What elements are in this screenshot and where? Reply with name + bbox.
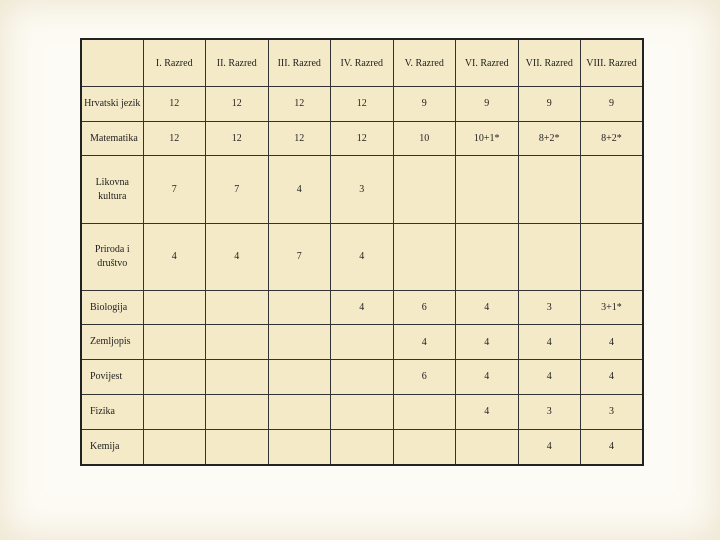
hours-cell: 3 — [581, 394, 644, 429]
hours-cell — [518, 156, 581, 223]
hours-cell: 7 — [268, 223, 331, 290]
hours-cell — [393, 394, 456, 429]
hours-cell: 3+1* — [581, 290, 644, 325]
hours-cell — [143, 325, 206, 360]
hours-cell: 3 — [518, 290, 581, 325]
hours-cell: 4 — [456, 360, 519, 395]
hours-cell: 12 — [143, 121, 206, 156]
hours-cell: 4 — [206, 223, 269, 290]
header-grade-8: VIII. Razred — [581, 39, 644, 87]
hours-cell: 7 — [206, 156, 269, 223]
hours-cell: 12 — [143, 87, 206, 122]
header-grade-1: I. Razred — [143, 39, 206, 87]
hours-cell: 4 — [456, 325, 519, 360]
hours-cell: 10+1* — [456, 121, 519, 156]
table-row — [81, 87, 643, 122]
table-row — [81, 360, 643, 395]
hours-cell: 8+2* — [518, 121, 581, 156]
hours-cell — [143, 429, 206, 465]
header-grade-4: IV. Razred — [331, 39, 394, 87]
hours-cell: 9 — [518, 87, 581, 122]
table-row — [81, 223, 643, 290]
hours-cell: 10 — [393, 121, 456, 156]
subject-cell: Povijest — [81, 360, 143, 395]
hours-cell — [331, 360, 394, 395]
hours-cell — [393, 429, 456, 465]
hours-cell: 9 — [456, 87, 519, 122]
hours-cell: 4 — [331, 290, 394, 325]
hours-cell — [456, 429, 519, 465]
hours-cell — [206, 290, 269, 325]
hours-cell: 4 — [518, 325, 581, 360]
subject-cell: Fizika — [81, 394, 143, 429]
hours-cell: 9 — [581, 87, 644, 122]
hours-cell: 6 — [393, 360, 456, 395]
header-row — [81, 39, 643, 87]
hours-cell — [206, 325, 269, 360]
hours-table — [80, 38, 644, 466]
subject-cell: Zemljopis — [81, 325, 143, 360]
hours-cell — [331, 325, 394, 360]
hours-cell: 4 — [456, 394, 519, 429]
table-row — [81, 290, 643, 325]
hours-cell — [581, 223, 644, 290]
table-row — [81, 325, 643, 360]
hours-cell: 9 — [393, 87, 456, 122]
hours-cell: 4 — [331, 223, 394, 290]
header-grade-6: VI. Razred — [456, 39, 519, 87]
hours-cell: 12 — [206, 121, 269, 156]
hours-cell: 12 — [331, 121, 394, 156]
hours-cell: 7 — [143, 156, 206, 223]
subject-cell: Kemija — [81, 429, 143, 465]
hours-cell — [206, 360, 269, 395]
hours-cell: 3 — [518, 394, 581, 429]
subject-cell: Likovna kultura — [81, 156, 143, 223]
hours-cell — [581, 156, 644, 223]
subject-cell: Matematika — [81, 121, 143, 156]
header-grade-3: III. Razred — [268, 39, 331, 87]
table-row — [81, 156, 643, 223]
header-grade-5: V. Razred — [393, 39, 456, 87]
hours-cell — [393, 223, 456, 290]
hours-cell: 6 — [393, 290, 456, 325]
hours-cell — [331, 429, 394, 465]
hours-cell — [268, 325, 331, 360]
subject-cell: Biologija — [81, 290, 143, 325]
header-grade-2: II. Razred — [206, 39, 269, 87]
hours-cell — [331, 394, 394, 429]
hours-cell — [268, 394, 331, 429]
hours-cell: 4 — [581, 429, 644, 465]
hours-cell — [143, 394, 206, 429]
subject-cell: Priroda i društvo — [81, 223, 143, 290]
corner-cell — [81, 39, 143, 87]
hours-cell: 4 — [143, 223, 206, 290]
hours-cell — [206, 429, 269, 465]
hours-cell: 3 — [331, 156, 394, 223]
hours-cell — [268, 360, 331, 395]
hours-cell: 12 — [268, 121, 331, 156]
hours-cell: 8+2* — [581, 121, 644, 156]
table-row — [81, 121, 643, 156]
hours-cell: 12 — [206, 87, 269, 122]
hours-cell — [456, 223, 519, 290]
hours-cell — [393, 156, 456, 223]
hours-cell: 4 — [518, 360, 581, 395]
hours-cell: 4 — [456, 290, 519, 325]
header-grade-7: VII. Razred — [518, 39, 581, 87]
hours-cell: 4 — [581, 360, 644, 395]
subject-cell: Hrvatski jezik — [81, 87, 143, 122]
hours-cell — [518, 223, 581, 290]
hours-cell: 12 — [331, 87, 394, 122]
hours-cell — [143, 360, 206, 395]
table-row — [81, 429, 643, 465]
hours-cell — [268, 290, 331, 325]
hours-cell: 4 — [268, 156, 331, 223]
hours-cell: 12 — [268, 87, 331, 122]
hours-cell: 4 — [518, 429, 581, 465]
hours-cell — [206, 394, 269, 429]
hours-cell: 4 — [581, 325, 644, 360]
table-row — [81, 394, 643, 429]
hours-cell: 4 — [393, 325, 456, 360]
hours-cell — [268, 429, 331, 465]
hours-cell — [143, 290, 206, 325]
hours-cell — [456, 156, 519, 223]
